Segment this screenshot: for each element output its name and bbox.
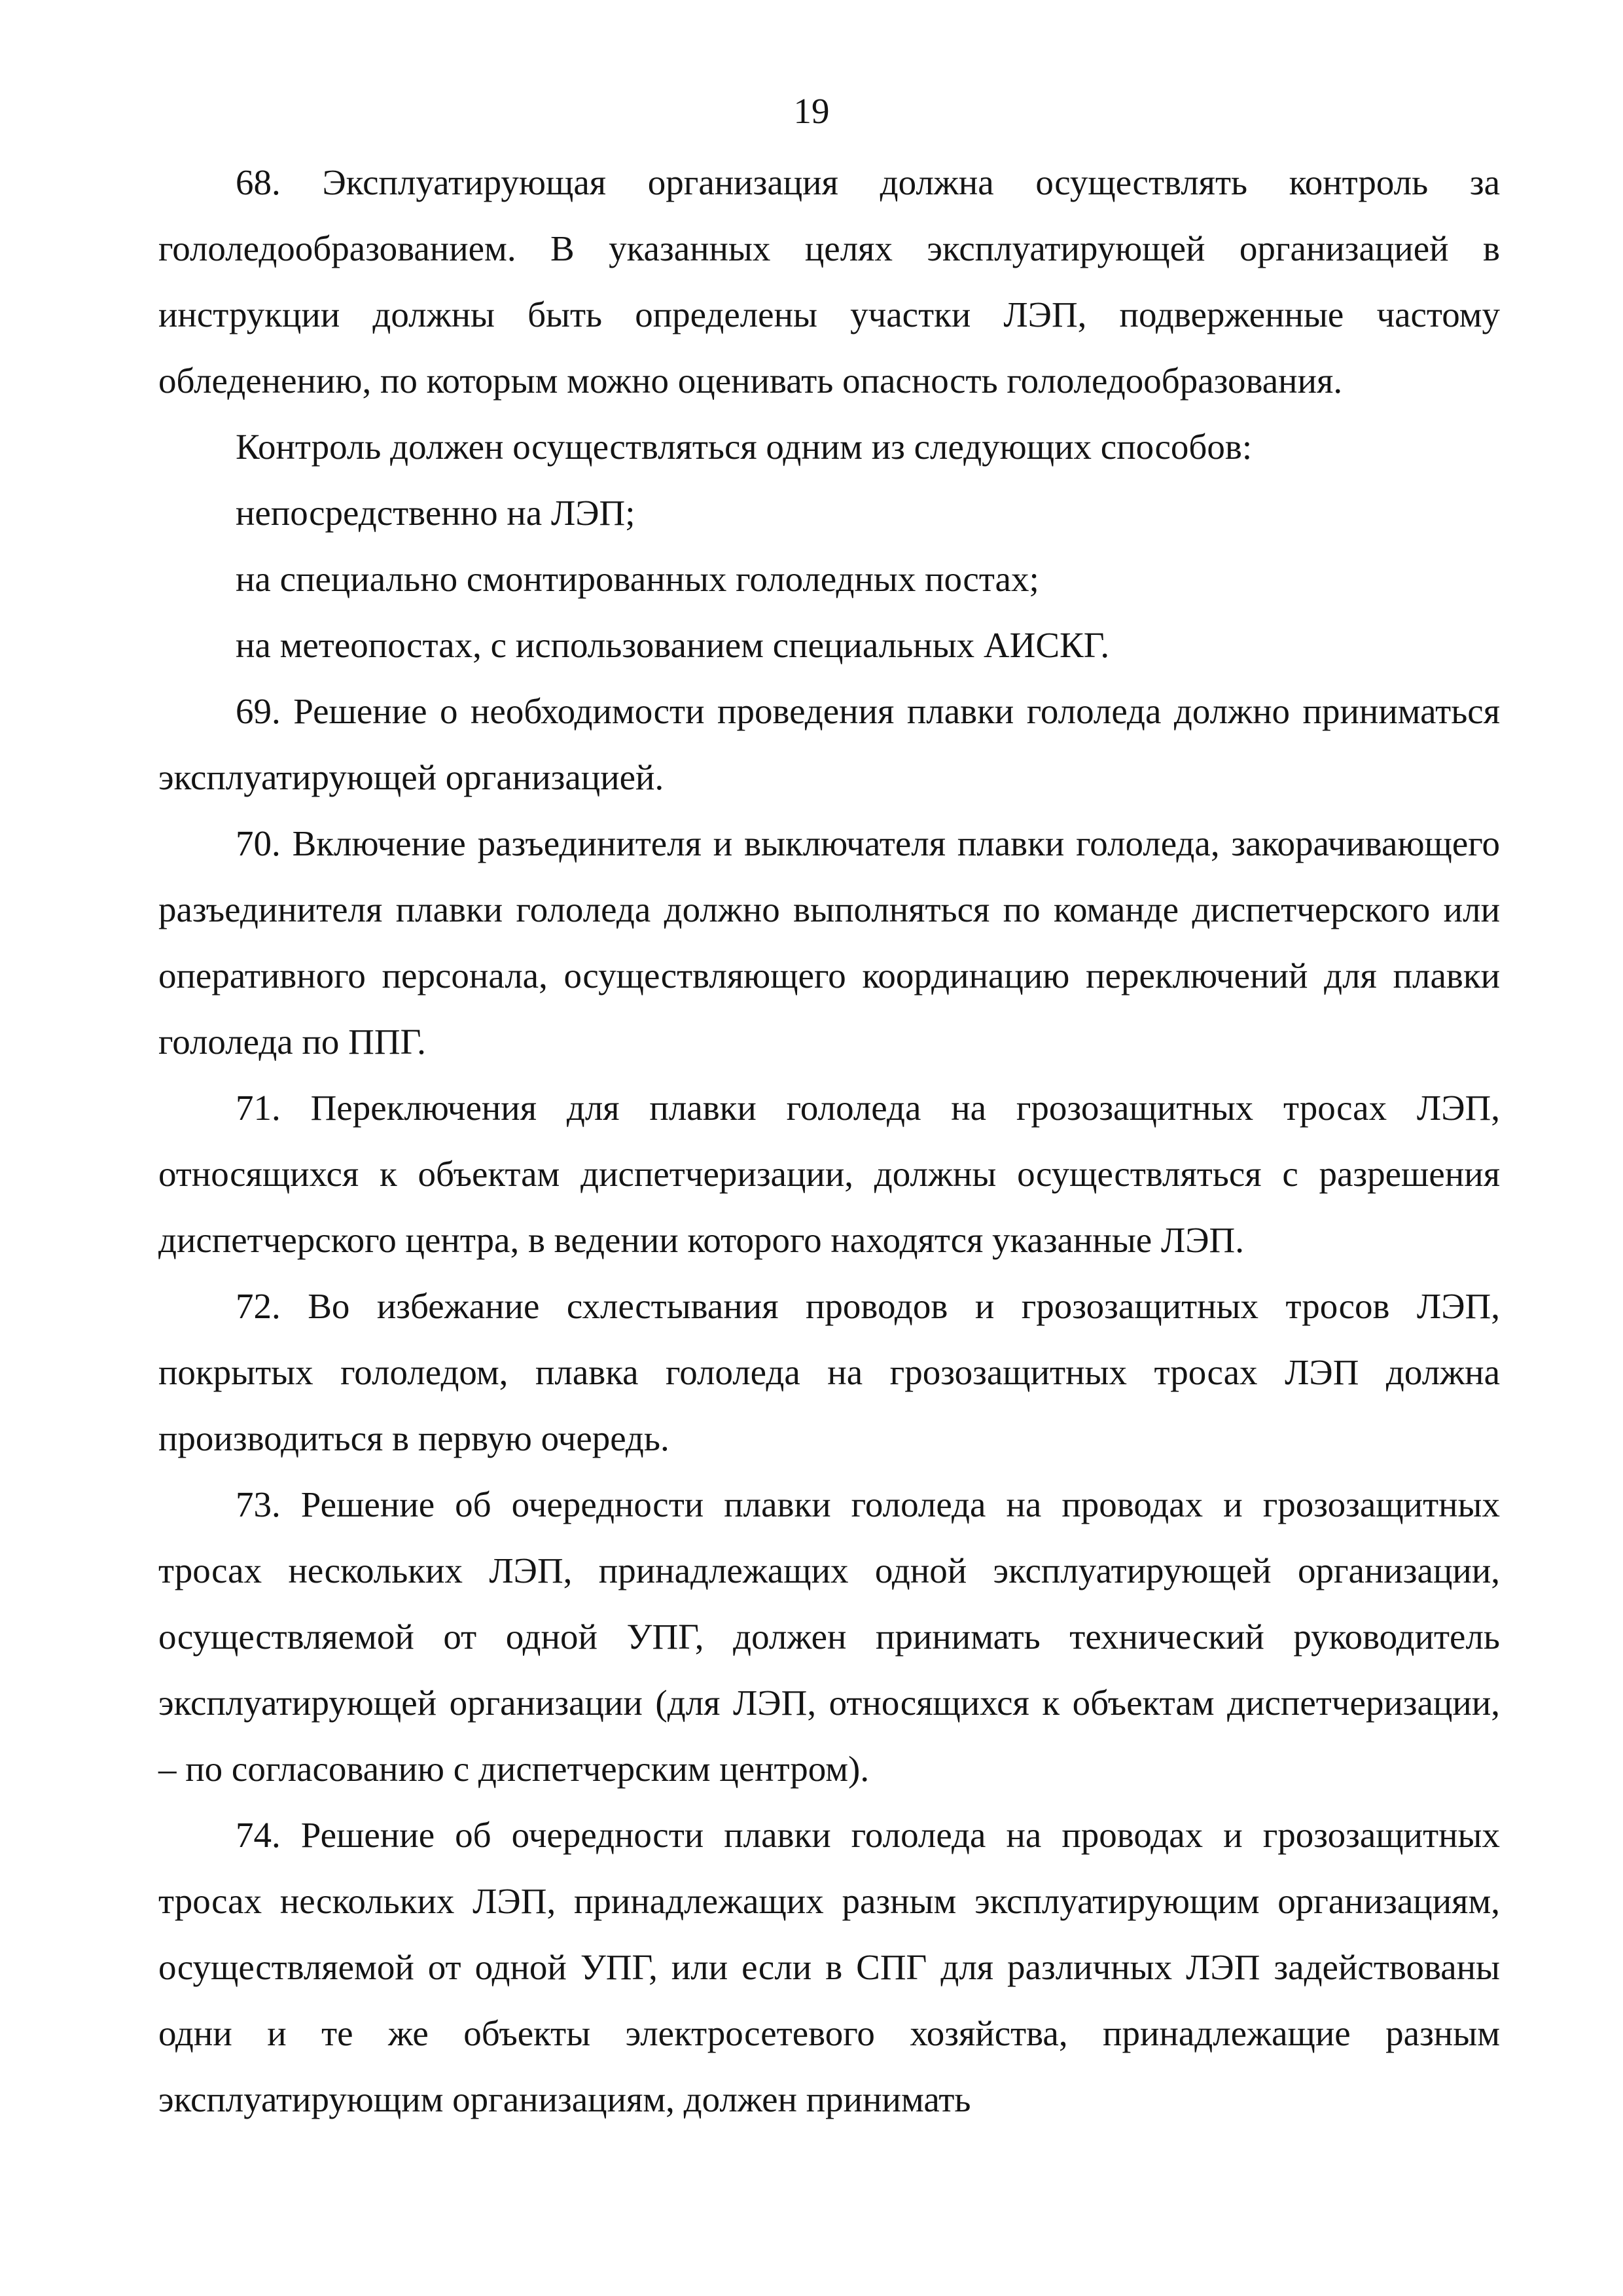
paragraph-control-methods: Контроль должен осуществляться одним из следующих способов: (236, 427, 1253, 467)
page-number: 19 (793, 91, 830, 131)
paragraph-73: 73. Решение об очередности плавки гололеда на проводах и грозозащитных тросах нескольких ЛЭП, принадлежащих одной эксплуатирующей организации, осуществляемой от одной УПГ, должен принимать технический руководитель эксплуатирующей организации (для ЛЭП, относящихся к объектам диспетчеризации, – по согласованию с диспетчерским центром). (158, 1484, 1500, 1789)
paragraph-72: 72. Во избежание схлестывания проводов и грозозащитных тросов ЛЭП, покрытых гололедом, плавка гололеда на грозозащитных тросах ЛЭП должна производиться в первую очередь. (158, 1286, 1500, 1458)
list-item-on-power-line: непосредственно на ЛЭП; (236, 493, 635, 533)
list-item-weather-posts: на метеопостах, с использованием специальных АИСКГ. (236, 625, 1110, 665)
paragraph-71: 71. Переключения для плавки гололеда на грозозащитных тросах ЛЭП, относящихся к объектам диспетчеризации, должны осуществляться с разрешения диспетчерского центра, в ведении которого находятся указанные ЛЭП. (158, 1088, 1500, 1260)
list-item-ice-posts: на специально смонтированных гололедных постах; (236, 559, 1039, 599)
document-body (158, 149, 1500, 2132)
paragraph-70: 70. Включение разъединителя и выключателя плавки гололеда, закорачивающего разъединителя плавки гололеда должно выполняться по команде диспетчерского или оперативного персонала, осуществляющего координацию переключений для плавки гололеда по ППГ. (158, 823, 1500, 1062)
paragraph-68: 68. Эксплуатирующая организация должна осуществлять контроль за гололедообразованием. В указанных целях эксплуатирующей организацией в инструкции должны быть определены участки ЛЭП, подверженные частому обледенению, по которым можно оценивать опасность гололедообразования. (158, 162, 1500, 401)
paragraph-74: 74. Решение об очередности плавки гололеда на проводах и грозозащитных тросах нескольких ЛЭП, принадлежащих разным эксплуатирующим организациям, осуществляемой от одной УПГ, или если в СПГ для различных ЛЭП задействованы одни и те же объекты электросетевого хозяйства, принадлежащие разным эксплуатирующим организациям, должен принимать (158, 1815, 1500, 2119)
paragraph-69: 69. Решение о необходимости проведения плавки гололеда должно приниматься эксплуатирующей организацией. (158, 691, 1500, 797)
